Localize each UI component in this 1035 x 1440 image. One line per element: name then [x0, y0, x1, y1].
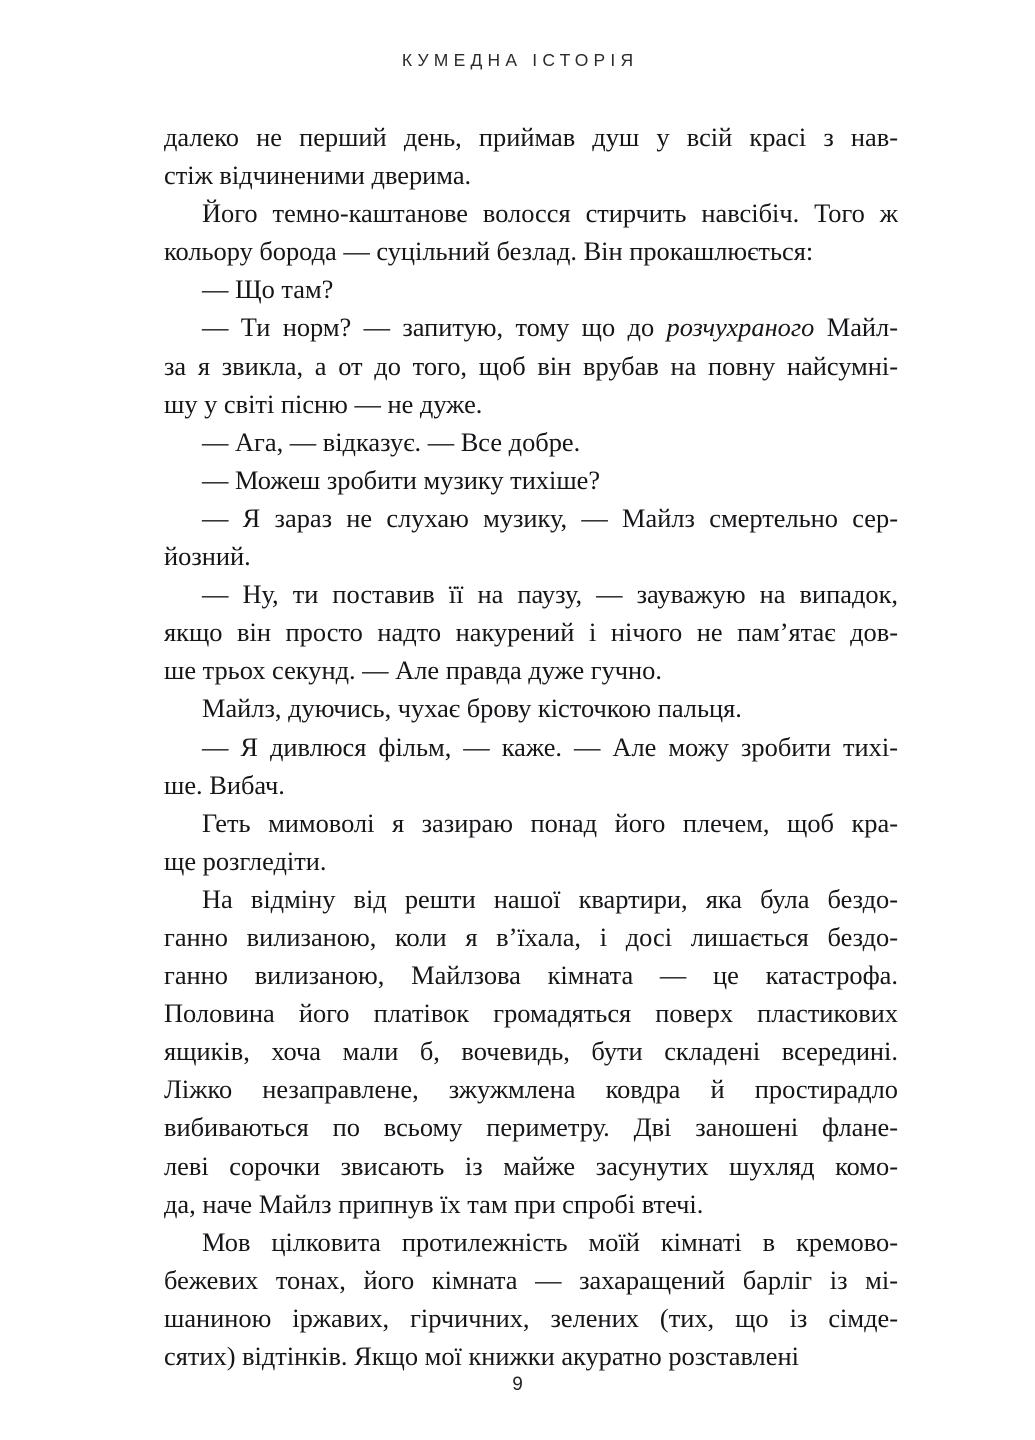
text-line: ящиків, хоча мали б, вочевидь, бути складені всередині.: [164, 1036, 898, 1067]
text-line: йозний.: [164, 541, 251, 572]
text-line: — Ну, ти поставив її на паузу, — зауважую на випадок,: [202, 579, 898, 610]
text-line: Майлз, дуючись, чухає брову кісточкою пальця.: [202, 693, 742, 724]
paragraph: [164, 728, 898, 804]
text-line: ще розгледіти.: [164, 845, 327, 876]
text-line: леві сорочки звисають із майже засунутих шухляд комо-: [164, 1150, 898, 1181]
paragraph: [164, 499, 898, 575]
paragraph: [164, 194, 898, 270]
text-line: — Ага, — відказує. — Все добре.: [202, 426, 581, 457]
text-line: Мов цілковита протилежність моїй кімнаті в кремово-: [202, 1226, 898, 1257]
text-line: шаниною іржавих, гірчичних, зелених (тих, що із сімде-: [164, 1302, 898, 1333]
text-line: На відміну від решти нашої квартири, яка була бездо-: [202, 883, 898, 914]
paragraph: [164, 423, 898, 461]
paragraph: [164, 1223, 898, 1375]
page-number: 9: [512, 1374, 523, 1395]
body-text-block: [164, 118, 898, 1375]
text-line: Геть мимоволі я зазираю понад його плечем, щоб кра-: [202, 807, 898, 838]
paragraph: [164, 880, 898, 1223]
text-line: ганно вилизаною, коли я в’їхала, і досі лишається бездо-: [164, 921, 898, 952]
text-line: ганно вилизаною, Майлзова кімната — це катастрофа.: [164, 960, 898, 991]
text-line: — Я зараз не слухаю музику, — Майлз смертельно сер-: [202, 502, 898, 533]
running-head: КУМЕДНА ІСТОРІЯ: [401, 50, 639, 70]
paragraph: [164, 270, 898, 308]
text-line: якщо він просто надто накурений і нічого не пам’ятає дов-: [164, 617, 898, 648]
text-line: кольору борода — суцільний безлад. Він прокашлюється:: [164, 236, 814, 267]
paragraph: [164, 575, 898, 689]
text-line: вибиваються по всьому периметру. Дві заношені флане-: [164, 1112, 898, 1143]
text-line: далеко не перший день, приймав душ у всій красі з нав-: [164, 122, 898, 152]
paragraph: [164, 308, 898, 422]
text-line: — Що там?: [202, 274, 334, 305]
text-line: — Я дивлюся фільм, — каже. — Але можу зробити тихі-: [202, 731, 898, 762]
text-line: стіж відчиненими дверима.: [164, 160, 472, 191]
text-line: — Ти норм? — запитую, тому що до розчухраного Майл-: [202, 312, 898, 343]
paragraph: [164, 118, 898, 194]
paragraph: [164, 804, 898, 880]
text-line: за я звикла, а от до того, щоб він врубав на повну найсумні-: [164, 350, 898, 381]
text-line: да, наче Майлз припнув їх там при спробі втечі.: [164, 1188, 704, 1219]
text-line: шу у світі пісню — не дуже.: [164, 388, 483, 419]
text-line: Його темно-каштанове волосся стирчить навсібіч. Того ж: [202, 198, 898, 229]
paragraph: [164, 689, 898, 727]
text-line: ше. Вибач.: [164, 769, 285, 800]
text-line: Половина його платівок громадяться поверх пластикових: [164, 998, 898, 1029]
text-line: бежевих тонах, його кімната — захаращений барліг із мі-: [164, 1264, 898, 1295]
text-line: ше трьох секунд. — Але правда дуже гучно.: [164, 655, 662, 686]
text-line: — Можеш зробити музику тихіше?: [202, 464, 601, 495]
text-line: сятих) відтінків. Якщо мої книжки акуратно розставлені: [164, 1341, 799, 1371]
text-line: Ліжко незаправлене, зжужмлена ковдра й простирадло: [164, 1074, 898, 1105]
paragraph: [164, 461, 898, 499]
